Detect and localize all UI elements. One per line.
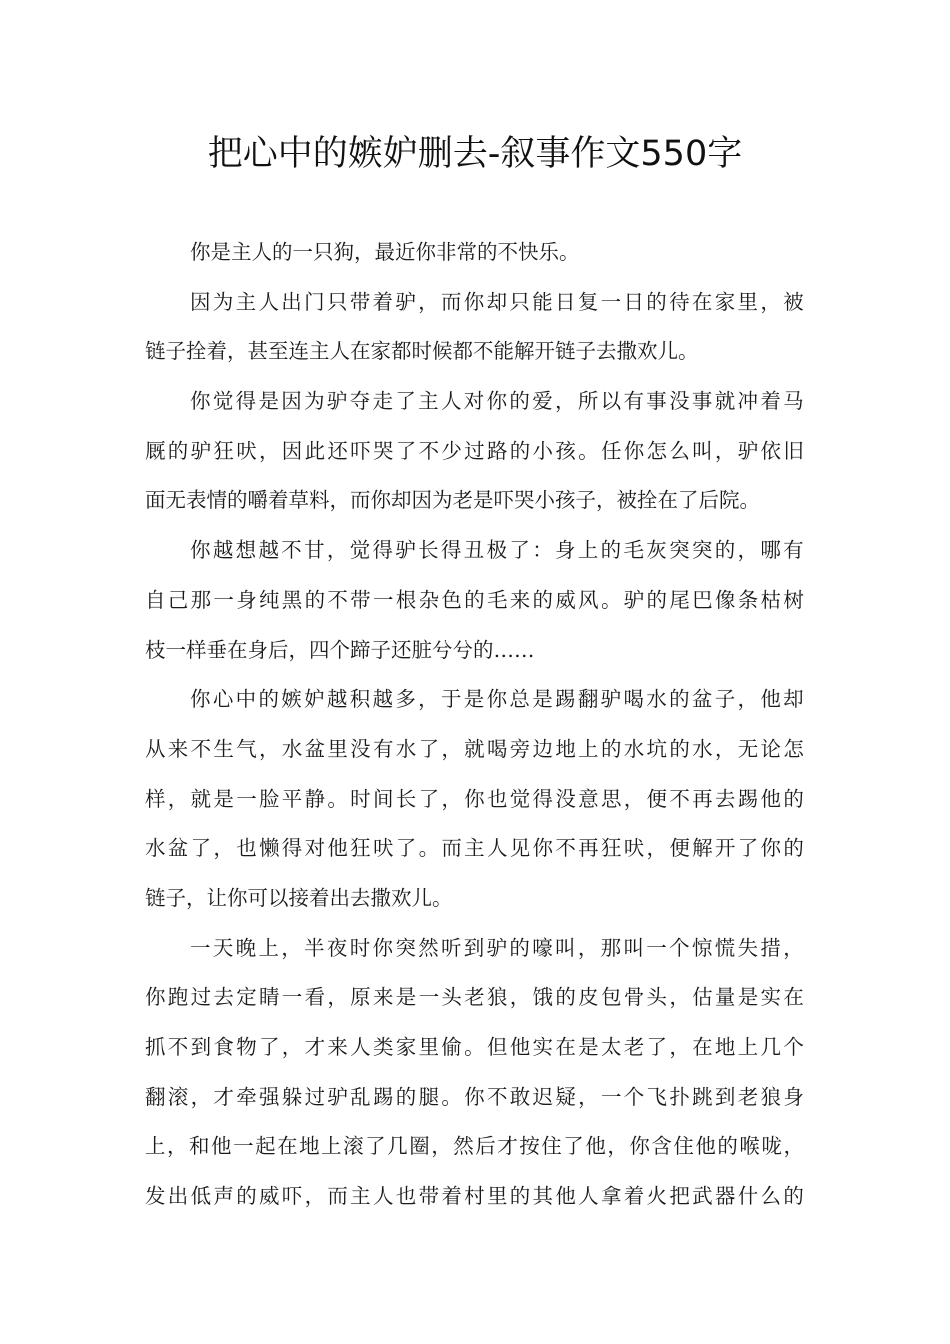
text-line: 一 天 晚 上 ， 半 夜 时 你 突 然 听 到 驴 的 嚎 叫 ， 那 叫 一 个 惊 慌 失 措 ， bbox=[190, 935, 804, 960]
text-line: 自 己 那 一 身 纯 黑 的 不 带 一 根 杂 色 的 毛 来 的 威 风 。 驴 的 尾 巴 像 条 枯 树 bbox=[145, 587, 804, 612]
text-line: 厩 的 驴 狂 吠 ， 因 此 还 吓 哭 了 不 少 过 路 的 小 孩 。 任 你 怎 么 叫 ， 驴 依 旧 bbox=[145, 438, 804, 463]
text-line: 面无表情的嚼着草料，而你却因为老是吓哭小孩子，被拴在了后院。 bbox=[145, 488, 760, 513]
document-title: 把心中的嫉妒删去-叙事作文550字 bbox=[207, 134, 743, 174]
text-line: 链子，让你可以接着出去撒欢儿。 bbox=[145, 885, 453, 910]
text-line: 发 出 低 声 的 威 吓 ， 而 主 人 也 带 着 村 里 的 其 他 人 拿 着 火 把 武 器 什 么 的 bbox=[145, 1184, 804, 1209]
document-body bbox=[145, 228, 825, 1222]
text-line: 从 来 不 生 气 ， 水 盆 里 没 有 水 了 ， 就 喝 旁 边 地 上 的 水 坑 的 水 ， 无 论 怎 bbox=[145, 736, 804, 761]
text-line: 你是主人的一只狗，最近你非常的不快乐。 bbox=[190, 240, 580, 264]
text-line: 水 盆 了 ， 也 懒 得 对 他 狂 吠 了 。 而 主 人 见 你 不 再 狂 吠 ， 便 解 开 了 你 的 bbox=[145, 836, 804, 861]
text-line: 翻 滚 ， 才 牵 强 躲 过 驴 乱 踢 的 腿 。 你 不 敢 迟 疑 ， 一 个 飞 扑 跳 到 老 狼 身 bbox=[145, 1084, 804, 1109]
text-line: 你 跑 过 去 定 睛 一 看 ， 原 来 是 一 头 老 狼 ， 饿 的 皮 包 骨 头 ， 估 量 是 实 在 bbox=[145, 985, 804, 1010]
text-line: 因 为 主 人 出 门 只 带 着 驴 ， 而 你 却 只 能 日 复 一 日 的 待 在 家 里 ， 被 bbox=[190, 289, 804, 314]
text-line: 你 觉 得 是 因 为 驴 夺 走 了 主 人 对 你 的 爱 ， 所 以 有 事 没 事 就 冲 着 马 bbox=[190, 389, 804, 414]
text-line: 样 ， 就 是 一 脸 平 静 。 时 间 长 了 ， 你 也 觉 得 没 意 思 ， 便 不 再 去 踢 他 的 bbox=[145, 786, 804, 811]
text-line: 上 ， 和 他 一 起 在 地 上 滚 了 几 圈 ， 然 后 才 按 住 了 他 ， 你 含 住 他 的 喉 咙 ， bbox=[145, 1134, 804, 1159]
text-line: 枝一样垂在身后，四个蹄子还脏兮兮的…… bbox=[145, 637, 535, 662]
text-line: 你 心 中 的 嫉 妒 越 积 越 多 ， 于 是 你 总 是 踢 翻 驴 喝 水 的 盆 子 ， 他 却 bbox=[190, 687, 804, 712]
text-line: 抓 不 到 食 物 了 ， 才 来 人 类 家 里 偷 。 但 他 实 在 是 太 老 了 ， 在 地 上 几 个 bbox=[145, 1035, 804, 1059]
text-line: 链子拴着，甚至连主人在家都时候都不能解开链子去撒欢儿。 bbox=[145, 339, 699, 364]
text-line: 你 越 想 越 不 甘 ， 觉 得 驴 长 得 丑 极 了 ： 身 上 的 毛 灰 突 突 的 ， 哪 有 bbox=[190, 538, 804, 563]
